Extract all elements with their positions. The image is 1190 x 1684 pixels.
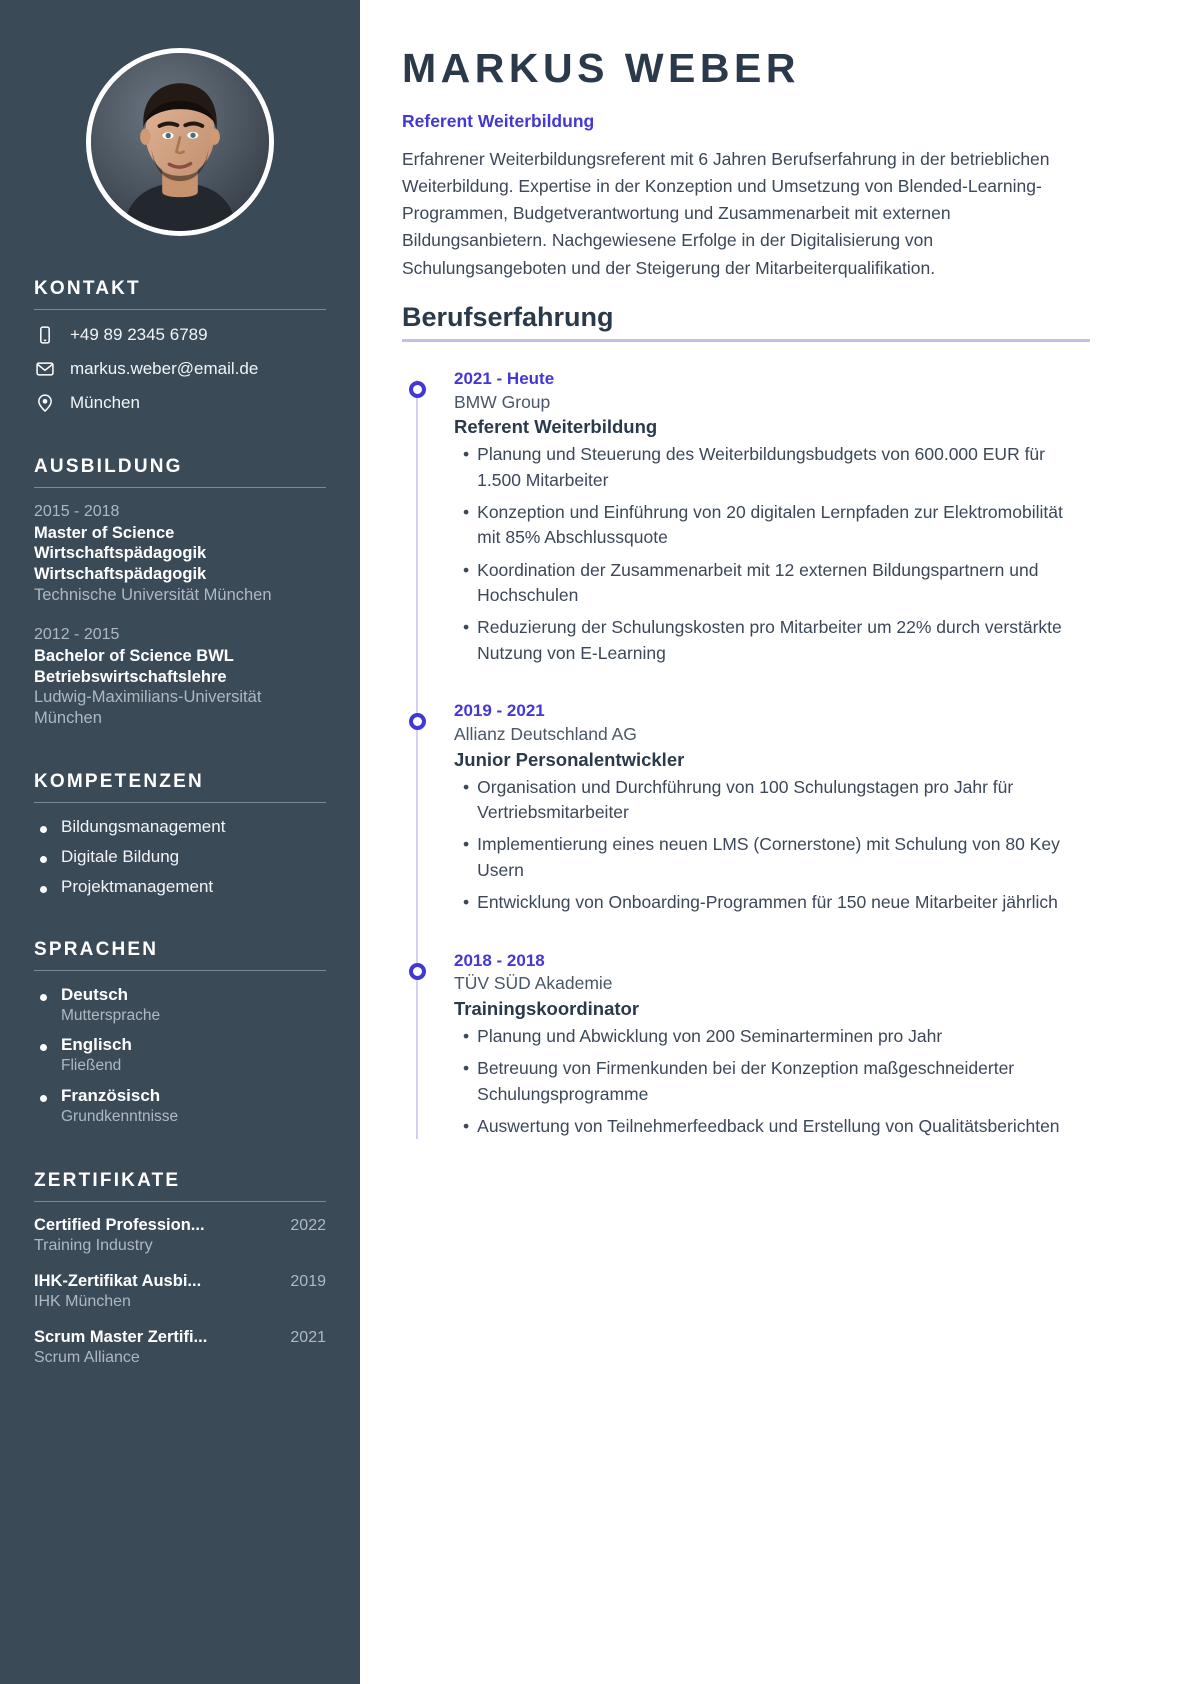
experience-timeline [402, 368, 1090, 1140]
contact-location[interactable] [34, 392, 326, 414]
experience-bullet-text: Planung und Abwicklung von 200 Seminarterminen pro Jahr [477, 1025, 943, 1046]
job-role-subtitle: Referent Weiterbildung [402, 111, 595, 132]
bullet-glyph-icon: • [463, 1116, 470, 1137]
experience-title: Referent Weiterbildung [454, 416, 658, 438]
experience-company: Allianz Deutschland AG [454, 724, 637, 745]
bullet-dot-icon [40, 1044, 47, 1051]
contact-location-value: München [70, 393, 140, 412]
certificate-item [34, 1272, 326, 1311]
education-item [34, 502, 326, 605]
language-name: Deutsch [61, 984, 129, 1004]
page-title: MARKUS WEBER [402, 45, 800, 91]
experience-item [454, 950, 1090, 1140]
experience-date: 2021 - Heute [454, 368, 555, 388]
education-institution: Ludwig-Maximilians-Universität München [34, 688, 262, 727]
experience-bullet [454, 890, 1090, 915]
experience-bullet-text: Entwicklung von Onboarding-Programmen für 150 neue Mitarbeiter jährlich [477, 892, 1058, 913]
avatar [86, 48, 274, 236]
experience-bullet-text: Implementierung eines neuen LMS (Cornerstone) mit Schulung von 80 Key Usern [477, 834, 1060, 880]
language-item [34, 985, 326, 1027]
timeline-marker-icon [409, 963, 426, 980]
experience-item [454, 700, 1090, 915]
contact-phone-value: +49 89 2345 6789 [70, 325, 208, 344]
certificate-year: 2021 [290, 1328, 326, 1346]
bullet-glyph-icon: • [463, 501, 470, 522]
certificate-item [34, 1216, 326, 1255]
section-heading-experience: Berufserfahrung [402, 301, 614, 332]
experience-bullet [454, 1056, 1090, 1107]
divider-languages [34, 970, 326, 971]
contact-email[interactable] [34, 358, 326, 380]
section-heading-education: AUSBILDUNG [34, 456, 183, 477]
section-heading-contact: KONTAKT [34, 278, 141, 299]
certificate-year: 2022 [290, 1216, 326, 1234]
experience-item [454, 368, 1090, 666]
timeline-marker-icon [409, 381, 426, 398]
location-pin-icon [34, 392, 56, 414]
experience-bullet-text: Koordination der Zusammenarbeit mit 12 externen Bildungspartnern und Hochschulen [477, 559, 1039, 606]
education-degree: Master of Science Wirtschaftspädagogik [34, 523, 207, 563]
certificate-org: Training Industry [34, 1236, 153, 1254]
experience-date: 2019 - 2021 [454, 701, 545, 721]
experience-date: 2018 - 2018 [454, 950, 545, 970]
skill-label: Projektmanagement [61, 876, 214, 896]
mail-icon [34, 358, 56, 380]
experience-bullet [454, 832, 1090, 883]
education-field: Betriebswirtschaftslehre [34, 667, 227, 686]
certificate-org: Scrum Alliance [34, 1348, 140, 1366]
certificate-org: IHK München [34, 1292, 131, 1310]
experience-bullet-text: Reduzierung der Schulungskosten pro Mitarbeiter um 22% durch verstärkte Nutzung von E-Learning [477, 617, 1062, 663]
bullet-dot-icon [40, 826, 47, 833]
bullet-glyph-icon: • [463, 776, 470, 797]
language-item [34, 1035, 326, 1077]
section-heading-certificates: ZERTIFIKATE [34, 1169, 181, 1191]
avatar-container [0, 0, 360, 236]
certificate-year: 2019 [290, 1272, 326, 1290]
divider-certificates [34, 1201, 326, 1202]
divider-contact [34, 309, 326, 310]
experience-bullet-text: Organisation und Durchführung von 100 Schulungstagen pro Jahr für Vertriebsmitarbeiter [477, 776, 1014, 822]
skill-label: Digitale Bildung [61, 846, 180, 866]
portrait-photo-icon [91, 53, 269, 231]
education-degree: Bachelor of Science BWL [34, 647, 234, 666]
certificate-name: IHK-Zertifikat Ausbi... [34, 1271, 202, 1290]
experience-bullet [454, 1114, 1090, 1139]
experience-bullet [454, 1024, 1090, 1049]
education-date: 2012 - 2015 [34, 626, 120, 644]
bullet-dot-icon [40, 886, 47, 893]
experience-company: BMW Group [454, 391, 551, 412]
bullet-glyph-icon: • [463, 834, 470, 855]
experience-bullet [454, 615, 1090, 666]
bullet-glyph-icon: • [463, 1058, 470, 1079]
bullet-glyph-icon: • [463, 444, 470, 465]
skill-label: Bildungsmanagement [61, 816, 226, 836]
bullet-dot-icon [40, 856, 47, 863]
experience-company: TÜV SÜD Akademie [454, 973, 613, 994]
experience-bullet-text: Auswertung von Teilnehmerfeedback und Erstellung von Qualitätsberichten [477, 1116, 1060, 1137]
experience-bullet [454, 500, 1090, 551]
timeline-line [416, 380, 418, 1140]
profile-summary: Erfahrener Weiterbildungsreferent mit 6 Jahren Berufserfahrung in der betrieblichen Weiterbildung. Expertise in der Konzeption und Umsetzung von Blended-Learning-Programmen, Budgetverantwortung und Zusammenarbeit mit externen Bildungsanbietern. Nachgewiesene Erfolge in der Digitalisierung von Schulungsangeboten und der Steigerung der Mitarbeiterqualifikation. [402, 149, 1050, 278]
experience-bullet-text: Planung und Steuerung des Weiterbildungsbudgets von 600.000 EUR für 1.500 Mitarbeiter [477, 444, 1045, 490]
contact-phone[interactable] [34, 324, 326, 346]
education-item [34, 625, 326, 728]
experience-bullet-text: Betreuung von Firmenkunden bei der Konzeption maßgeschneiderter Schulungsprogramme [477, 1058, 1015, 1104]
experience-title: Trainingskoordinator [454, 998, 640, 1020]
skill-item [34, 847, 326, 867]
language-name: Französisch [61, 1085, 161, 1105]
language-level: Fließend [61, 1057, 122, 1075]
experience-bullet [454, 558, 1090, 609]
timeline-marker-icon [409, 713, 426, 730]
education-field: Wirtschaftspädagogik [34, 565, 207, 584]
bullet-glyph-icon: • [463, 892, 470, 913]
section-heading-languages: SPRACHEN [34, 938, 159, 960]
divider-education [34, 487, 326, 488]
certificate-name: Certified Profession... [34, 1215, 205, 1234]
bullet-glyph-icon: • [463, 617, 470, 638]
certificate-name: Scrum Master Zertifi... [34, 1327, 208, 1346]
bullet-glyph-icon: • [463, 1025, 470, 1046]
bullet-glyph-icon: • [463, 559, 470, 580]
language-level: Muttersprache [61, 1006, 161, 1024]
skill-item [34, 817, 326, 837]
language-item [34, 1086, 326, 1128]
bullet-dot-icon [40, 1095, 47, 1102]
education-date: 2015 - 2018 [34, 503, 120, 520]
bullet-dot-icon [40, 994, 47, 1001]
certificate-item [34, 1328, 326, 1367]
section-heading-skills: KOMPETENZEN [34, 770, 204, 792]
phone-icon [34, 324, 56, 346]
divider-skills [34, 802, 326, 803]
experience-bullet [454, 442, 1090, 493]
skill-item [34, 877, 326, 897]
main-content [360, 0, 1190, 1684]
divider-experience [402, 339, 1090, 342]
language-name: Englisch [61, 1035, 132, 1055]
experience-title: Junior Personalentwickler [454, 748, 685, 770]
contact-email-value: markus.weber@email.de [70, 359, 259, 378]
experience-bullet-text: Konzeption und Einführung von 20 digitalen Lernpfaden zur Elektromobilität mit 85% Abschlussquote [477, 501, 1063, 548]
sidebar [0, 0, 360, 1684]
language-level: Grundkenntnisse [61, 1107, 179, 1125]
education-institution: Technische Universität München [34, 585, 272, 604]
experience-bullet [454, 775, 1090, 826]
